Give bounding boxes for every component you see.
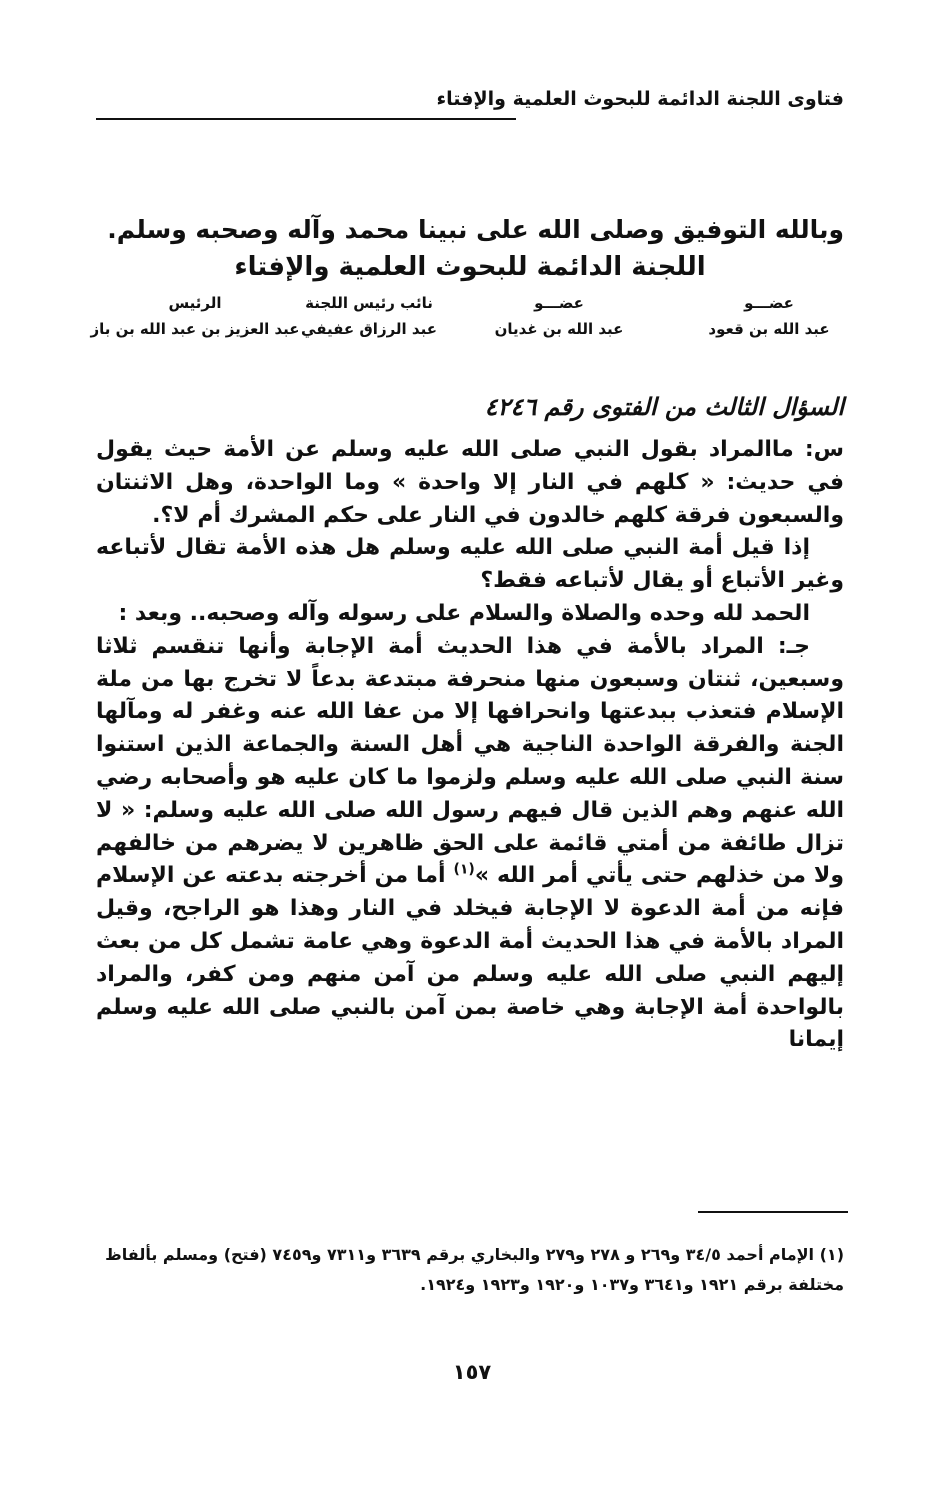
answer-text: أما من أخرجته بدعته عن الإسلام فإنه من أمة الدعوة لا الإجابة فيخلد في النار وهذا هو الراجح، وقيل المراد بالأمة في هذا الحديث أمة الدعوة وهي عامة تشمل كل من بعث إليهم النبي صلى الله عليه وسلم من آمن منهم ومن كفر، والمراد بالواحدة أمة الإجابة وهي خاصة بمن آمن بالنبي صلى الله عليه وسلم إيمانا [96,863,844,1053]
committee-name: اللجنة الدائمة للبحوث العلمية والإفتاء [234,252,706,282]
signature-member-1 [694,291,844,343]
answer-paragraph [96,631,844,1057]
running-header-title: فتاوى اللجنة الدائمة للبحوث العلمية والإفتاء [436,88,844,110]
signature-role: عضـــو [744,294,794,312]
page-number: ١٥٧ [452,1360,492,1384]
signature-name: عبد الله بن قعود [708,320,830,338]
footnote-marker: (١) [453,862,475,879]
question-title: السؤال الثالث من الفتوى رقم ٤٢٤٦ [484,393,844,421]
fatwa-body [96,434,844,1057]
answer-text: جـ: المراد بالأمة في هذا الحديث أمة الإجابة وأنها تنقسم ثلاثا وسبعين، ثنتان وسبعون منها منحرفة مبتدعة بدعاً لا تخرج بها من ملة الإسلام فتعذب ببدعتها وانحرافها إلا من عفا الله عنه وغفر له ومآلها الجنة والفرقة الواحدة الناجية هي أهل السنة والجماعة الذين استنوا سنة النبي صلى الله عليه وسلم ولزموا ما كان عليه هو وأصحابه رضي الله عنهم وهم الذين قال فيهم رسول الله صلى الله عليه وسلم: « لا تزال طائفة من أمتي قائمة على الحق ظاهرين لا يضرهم من خالفهم ولا من خذلهم حتى يأتي أمر الله » [96,633,844,889]
signature-vice-chairman [279,291,459,343]
signature-name: عبد الرزاق عفيفي [301,320,437,338]
signature-role: الرئيس [168,294,222,312]
signature-role: نائب رئيس اللجنة [305,294,433,312]
header-rule [96,118,516,120]
signature-role: عضـــو [534,294,584,312]
signature-name: عبد العزيز بن عبد الله بن باز [90,320,300,338]
question-paragraph: إذا قيل أمة النبي صلى الله عليه وسلم هل هذه الأمة تقال لأتباعه وغير الأتباع أو يقال لأتباعه فقط؟ [96,535,844,594]
closing-formula: وبالله التوفيق وصلى الله على نبينا محمد وآله وصحبه وسلم. [107,215,844,244]
answer-opening: الحمد لله وحده والصلاة والسلام على رسوله وآله وصحبه.. وبعد : [118,600,810,626]
signature-member-2 [474,291,644,343]
footnote: (١) الإمام أحمد ٣٤/٥ و٢٦٩ و ٢٧٨ و٢٧٩ والبخاري برقم ٣٦٣٩ و٧٣١١ و٧٤٥٩ (فتح) ومسلم بألفاظ مختلفة برقم ١٩٢١ و٣٦٤١ و١٠٣٧ و١٩٢٠ و١٩٢٣ و١٩٢٤. [105,1245,844,1294]
question-paragraph: س: ماالمراد بقول النبي صلى الله عليه وسلم عن الأمة حيث يقول في حديث: « كلهم في النار إلا واحدة » وما الواحدة، وهل الاثنتان والسبعون فرقة كلهم خالدون في النار على حكم المشرك أم لا؟. [96,437,844,528]
signature-chairman [90,291,300,343]
signature-name: عبد الله بن غديان [494,320,624,338]
footnote-rule [698,1211,848,1213]
